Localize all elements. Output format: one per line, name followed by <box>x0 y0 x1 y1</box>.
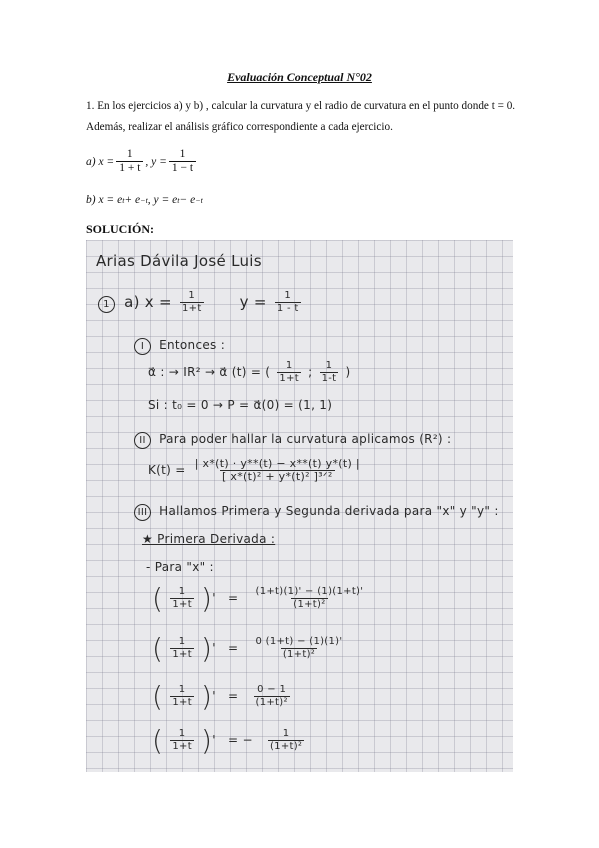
eq-b-exp-1: t <box>122 195 125 205</box>
curvature-formula <box>148 458 365 483</box>
eq-a-f2-denominator: 1 − t <box>169 161 196 175</box>
step-2-title: Para poder hallar la curvatura aplicamos (R²) : <box>159 432 452 446</box>
alpha-sep: ; <box>308 365 313 379</box>
point-line: Si : t₀ = 0 → P = α⃗(0) = (1, 1) <box>148 398 333 412</box>
rhs-fraction-1 <box>254 586 366 611</box>
problem-1-y-fraction <box>275 290 301 315</box>
lhs-fraction-2 <box>170 636 194 661</box>
alpha-f2-den: 1-t <box>321 373 337 384</box>
eq-a-f2-numerator: 1 <box>179 148 186 160</box>
rhs-fraction-3 <box>254 684 290 709</box>
derivative-step-4 <box>152 724 307 757</box>
equation-a <box>86 148 198 175</box>
p1-x-num: 1 <box>188 290 196 301</box>
derivative-step-3 <box>152 680 293 713</box>
eq-b-exp-4: −t <box>195 195 203 205</box>
lhs4-prime: ' <box>212 733 216 747</box>
lhs3-den: 1+t <box>172 697 192 708</box>
eq-b-prefix: b) x = e <box>86 194 123 206</box>
circled-roman-3: III <box>134 504 151 521</box>
eq-a-fraction-x <box>116 148 143 175</box>
paren-close: ) <box>201 680 213 713</box>
lhs-fraction-1 <box>170 586 194 611</box>
alpha-f1-den: 1+t <box>279 373 299 384</box>
equation-b <box>86 194 203 206</box>
problem-1-a-label: a) x = <box>124 293 172 311</box>
circled-roman-2: II <box>134 432 151 449</box>
alpha-line-start: α⃗ : → IR² → α⃗ (t) = ( <box>148 365 271 379</box>
p1-x-den: 1+t <box>181 303 202 314</box>
rhs3-den: (1+t)² <box>255 697 288 708</box>
curvature-numerator: | x*(t) · y**(t) − x**(t) y*(t) | <box>194 457 360 470</box>
rhs2-den: (1+t)² <box>282 649 316 660</box>
paren-open: ( <box>152 724 164 757</box>
paren-open: ( <box>152 632 164 665</box>
problem-1-y-label: y = <box>239 293 267 311</box>
p1-y-den: 1 - t <box>276 303 299 314</box>
problem-1-x-fraction <box>180 290 204 315</box>
lhs1-prime: ' <box>212 591 216 605</box>
eq-b-part-1: + e <box>124 194 141 206</box>
exercise-statement: 1. En los ejercicios a) y b) , calcular la curvatura y el radio de curvatura en el punto donde t = 0. Además, realizar el análisis gráfico correspondiente a cada ejercicio. <box>86 100 516 133</box>
rhs4-prefix: = − <box>228 733 253 747</box>
paren-open: ( <box>152 680 164 713</box>
circled-roman-1: I <box>134 338 151 355</box>
lhs2-prime: ' <box>212 641 216 655</box>
paren-close: ) <box>201 724 213 757</box>
derivative-step-1 <box>152 582 368 615</box>
alpha-definition <box>148 360 350 385</box>
curvature-denominator: [ x*(t)² + y*(t)² ]³ᐟ² <box>222 470 333 483</box>
derivative-step-2 <box>152 632 347 665</box>
p1-y-num: 1 <box>284 290 292 301</box>
document-title: Evaluación Conceptual N°02 <box>227 70 372 84</box>
circled-number-1: 1 <box>98 296 115 313</box>
problem-1-line <box>98 290 304 315</box>
rhs2-num: 0 (1+t) − (1)(1)' <box>255 636 343 647</box>
lhs3-prime: ' <box>212 689 216 703</box>
curvature-fraction <box>193 458 362 483</box>
lhs2-den: 1+t <box>172 649 192 660</box>
alpha-f1-num: 1 <box>285 360 293 371</box>
lhs1-den: 1+t <box>172 599 192 610</box>
solution-label: SOLUCIÓN: <box>86 222 155 236</box>
lhs-fraction-4 <box>170 728 194 753</box>
rhs3-num: 0 − 1 <box>257 684 287 695</box>
step-3-title: Hallamos Primera y Segunda derivada para "x" y "y" : <box>159 504 499 518</box>
step-2-heading <box>134 432 451 449</box>
eq1-sign: = <box>228 591 239 605</box>
student-name: Arias Dávila José Luis <box>96 252 262 270</box>
paren-close: ) <box>201 582 213 615</box>
eq3-sign: = <box>228 689 239 703</box>
alpha-f2 <box>320 360 339 385</box>
rhs1-num: (1+t)(1)' − (1)(1+t)' <box>255 586 364 597</box>
alpha-f1 <box>277 360 301 385</box>
eq-a-prefix: a) x = <box>86 155 115 168</box>
for-x-label: - Para "x" : <box>146 560 214 574</box>
rhs4-den: (1+t)² <box>269 741 303 752</box>
step-3-heading <box>134 504 499 521</box>
eq-b-part-3: − e <box>179 194 196 206</box>
eq-a-f1-denominator: 1 + t <box>116 161 143 175</box>
eq-a-f1-numerator: 1 <box>126 148 133 160</box>
curvature-k-label: K(t) = <box>148 463 186 477</box>
alpha-close: ) <box>345 365 351 379</box>
eq-b-part-2: , y = e <box>147 194 178 206</box>
rhs-fraction-2 <box>254 636 345 661</box>
lhs3-num: 1 <box>178 684 186 695</box>
lhs4-den: 1+t <box>172 741 192 752</box>
lhs1-num: 1 <box>178 586 186 597</box>
eq-a-mid: , y = <box>145 155 167 168</box>
eq-b-exp-2: −t <box>140 195 148 205</box>
rhs1-den: (1+t)² <box>293 599 326 610</box>
lhs4-num: 1 <box>178 728 186 739</box>
eq-a-fraction-y <box>169 148 196 175</box>
rhs-fraction-4 <box>268 728 304 753</box>
eq-b-exp-3: t <box>177 195 180 205</box>
alpha-f2-num: 1 <box>325 360 333 371</box>
lhs2-num: 1 <box>178 636 186 647</box>
rhs4-num: 1 <box>282 728 290 739</box>
paren-open: ( <box>152 582 164 615</box>
step-1-heading <box>134 338 225 355</box>
lhs-fraction-3 <box>170 684 194 709</box>
paren-close: ) <box>201 632 213 665</box>
first-derivative-heading: ★ Primera Derivada : <box>142 532 276 546</box>
handwritten-solution-photo <box>86 240 513 772</box>
step-1-title: Entonces : <box>159 338 226 352</box>
eq2-sign: = <box>228 641 239 655</box>
